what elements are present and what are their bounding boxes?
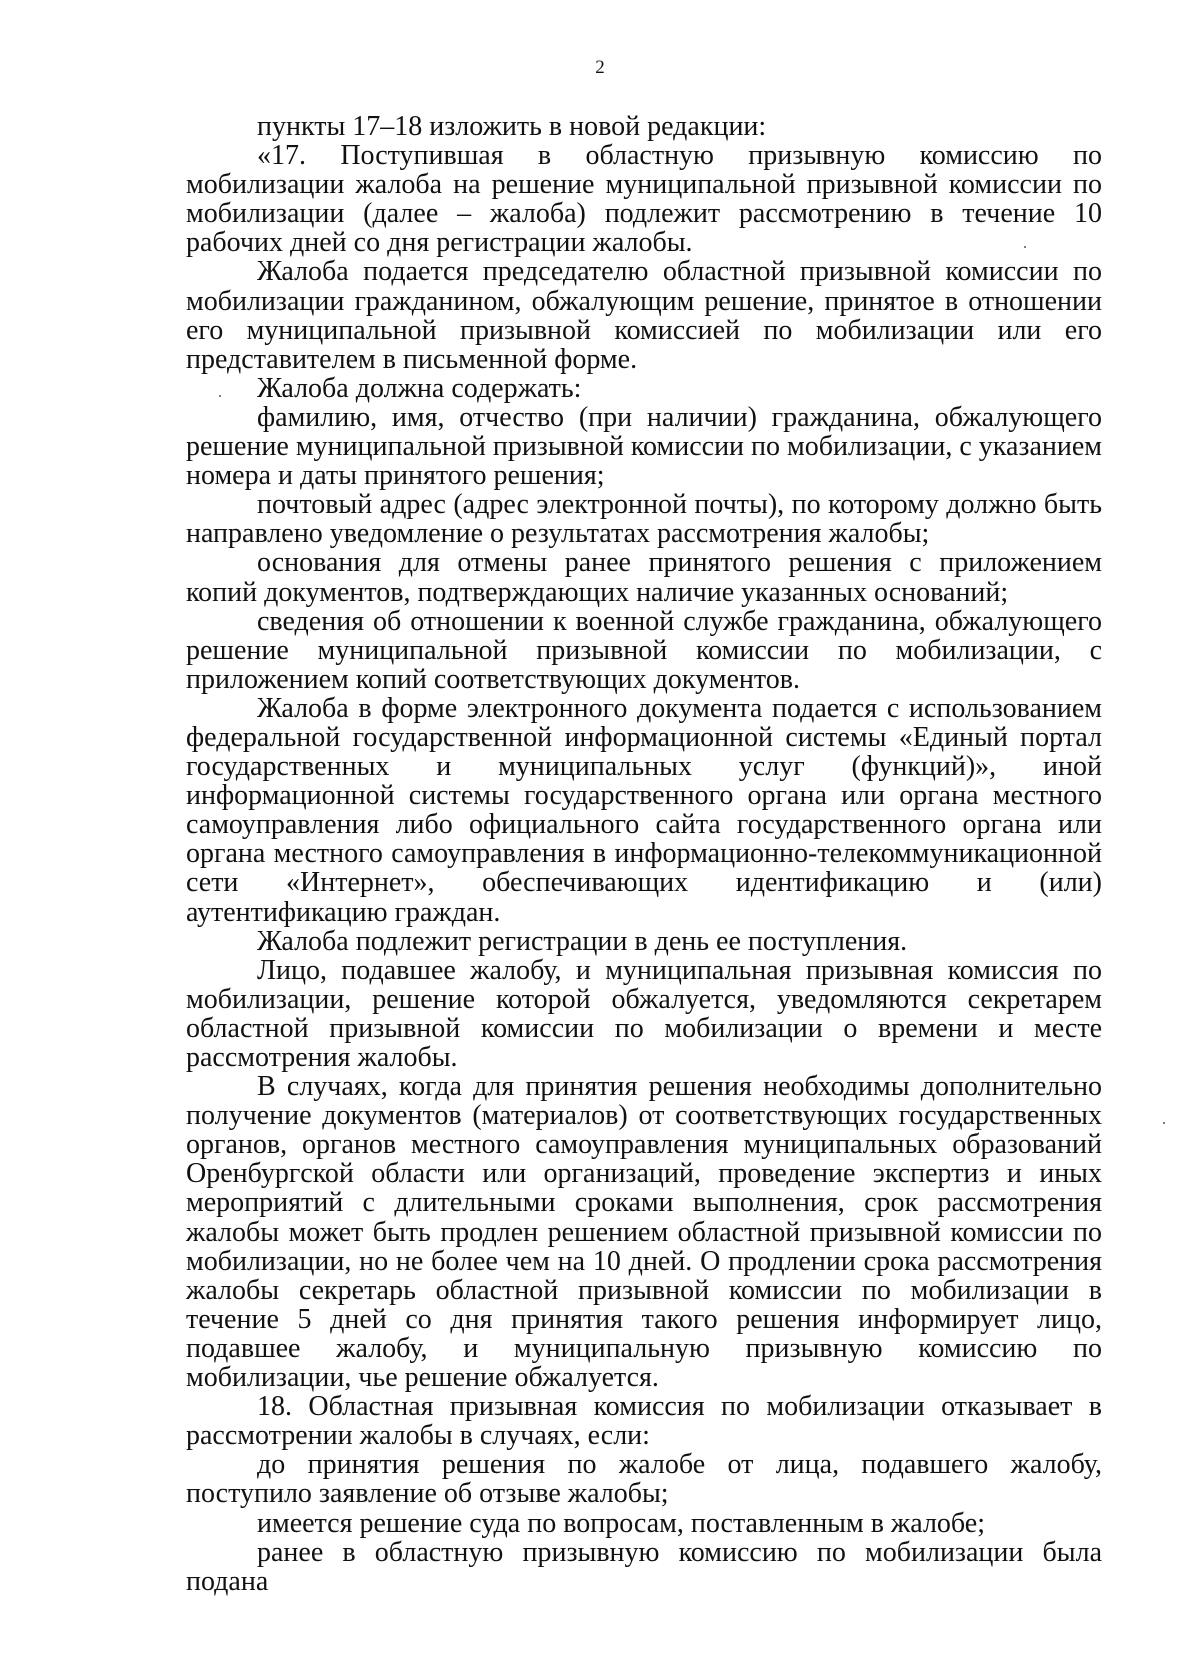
paragraph-requirement-name: фамилию, имя, отчество (при наличии) гражданина, обжалующего решение муниципальной призывной комиссии по мобилизации, с указанием номера и даты принятого решения; [186, 401, 1103, 492]
paragraph-refusal-court: имеется решение суда по вопросам, поставленным в жалобе; [257, 1507, 985, 1539]
paragraph-complaint-contents: Жалоба должна содержать: [257, 372, 582, 404]
paragraph-requirement-address: почтовый адрес (адрес электронной почты), по которому должно быть направлено уведомление о результатах рассмотрения жалобы; [186, 489, 1102, 550]
paragraph-item-17: «17. Поступившая в областную призывную комиссию по мобилизации жалоба на решение муниципальной призывной комиссии по мобилизации (далее – жалоба) подлежит рассмотрению в течение 10 рабочих дней со дня регистрации жалобы. [186, 140, 1102, 259]
paragraph-registration: Жалоба подлежит регистрации в день ее поступления. [257, 925, 908, 957]
paragraph-intro: пункты 17–18 изложить в новой редакции: [257, 111, 767, 142]
paragraph-requirement-grounds: основания для отмены ранее принятого решения с приложением копий документов, подтверждающих наличие указанных оснований; [186, 547, 1102, 608]
document-body [186, 112, 1102, 1596]
paragraph-extension: В случаях, когда для принятия решения необходимы дополнительно получение документов (материалов) от соответствующих государственных органов, органов местного самоуправления муниципальных образований Оренбургской области или организаций, проведение экспертиз и иных мероприятий с длительными сроками выполнения, срок рассмотрения жалобы может быть продлен решением областной призывной комиссии по мобилизации, но не более чем на 10 дней. О продлении срока рассмотрения жалобы секретарь областной призывной комиссии по мобилизации в течение 5 дней со дня принятия такого решения информирует лицо, подавшее жалобу, и муниципальную призывную комиссию по мобилизации, чье решение обжалуется. [186, 1071, 1102, 1394]
paragraph-refusal-previous: ранее в областную призывную комиссию по мобилизации была подана [186, 1536, 1102, 1597]
paragraph-requirement-military: сведения об отношении к военной службе гражданина, обжалующего решение муниципальной призывной комиссии по мобилизации, с приложением копий соответствующих документов. [186, 605, 1102, 695]
paragraph-electronic-complaint: Жалоба в форме электронного документа подается с использованием федеральной государственной информационной системы «Единый портал государственных и муниципальных услуг (функций)», иной информационной системы государственного органа или органа местного самоуправления либо официального сайта государственного органа или органа местного самоуправления в информационно-телекоммуникационной сети «Интернет», обеспечивающих идентификацию и (или) аутентификацию граждан. [186, 692, 1102, 928]
scan-speck [1163, 1122, 1165, 1124]
page-number: 2 [595, 57, 605, 78]
paragraph-notification: Лицо, подавшее жалобу, и муниципальная призывная комиссия по мобилизации, решение которой обжалуется, уведомляются секретарем областной призывной комиссии по мобилизации о времени и месте рассмотрения жалобы. [186, 954, 1102, 1073]
paragraph-item-18: 18. Областная призывная комиссия по мобилизации отказывает в рассмотрении жалобы в случаях, если: [186, 1391, 1102, 1452]
scan-speck [219, 395, 221, 397]
paragraph-refusal-withdrawal: до принятия решения по жалобе от лица, подавшего жалобу, поступило заявление об отзыве жалобы; [186, 1449, 1102, 1510]
scan-speck [1024, 246, 1026, 248]
paragraph-complaint-submission: Жалоба подается председателю областной призывной комиссии по мобилизации гражданином, обжалующим решение, принятое в отношении его муниципальной призывной комиссией по мобилизации или его представителем в письменной форме. [186, 256, 1102, 375]
